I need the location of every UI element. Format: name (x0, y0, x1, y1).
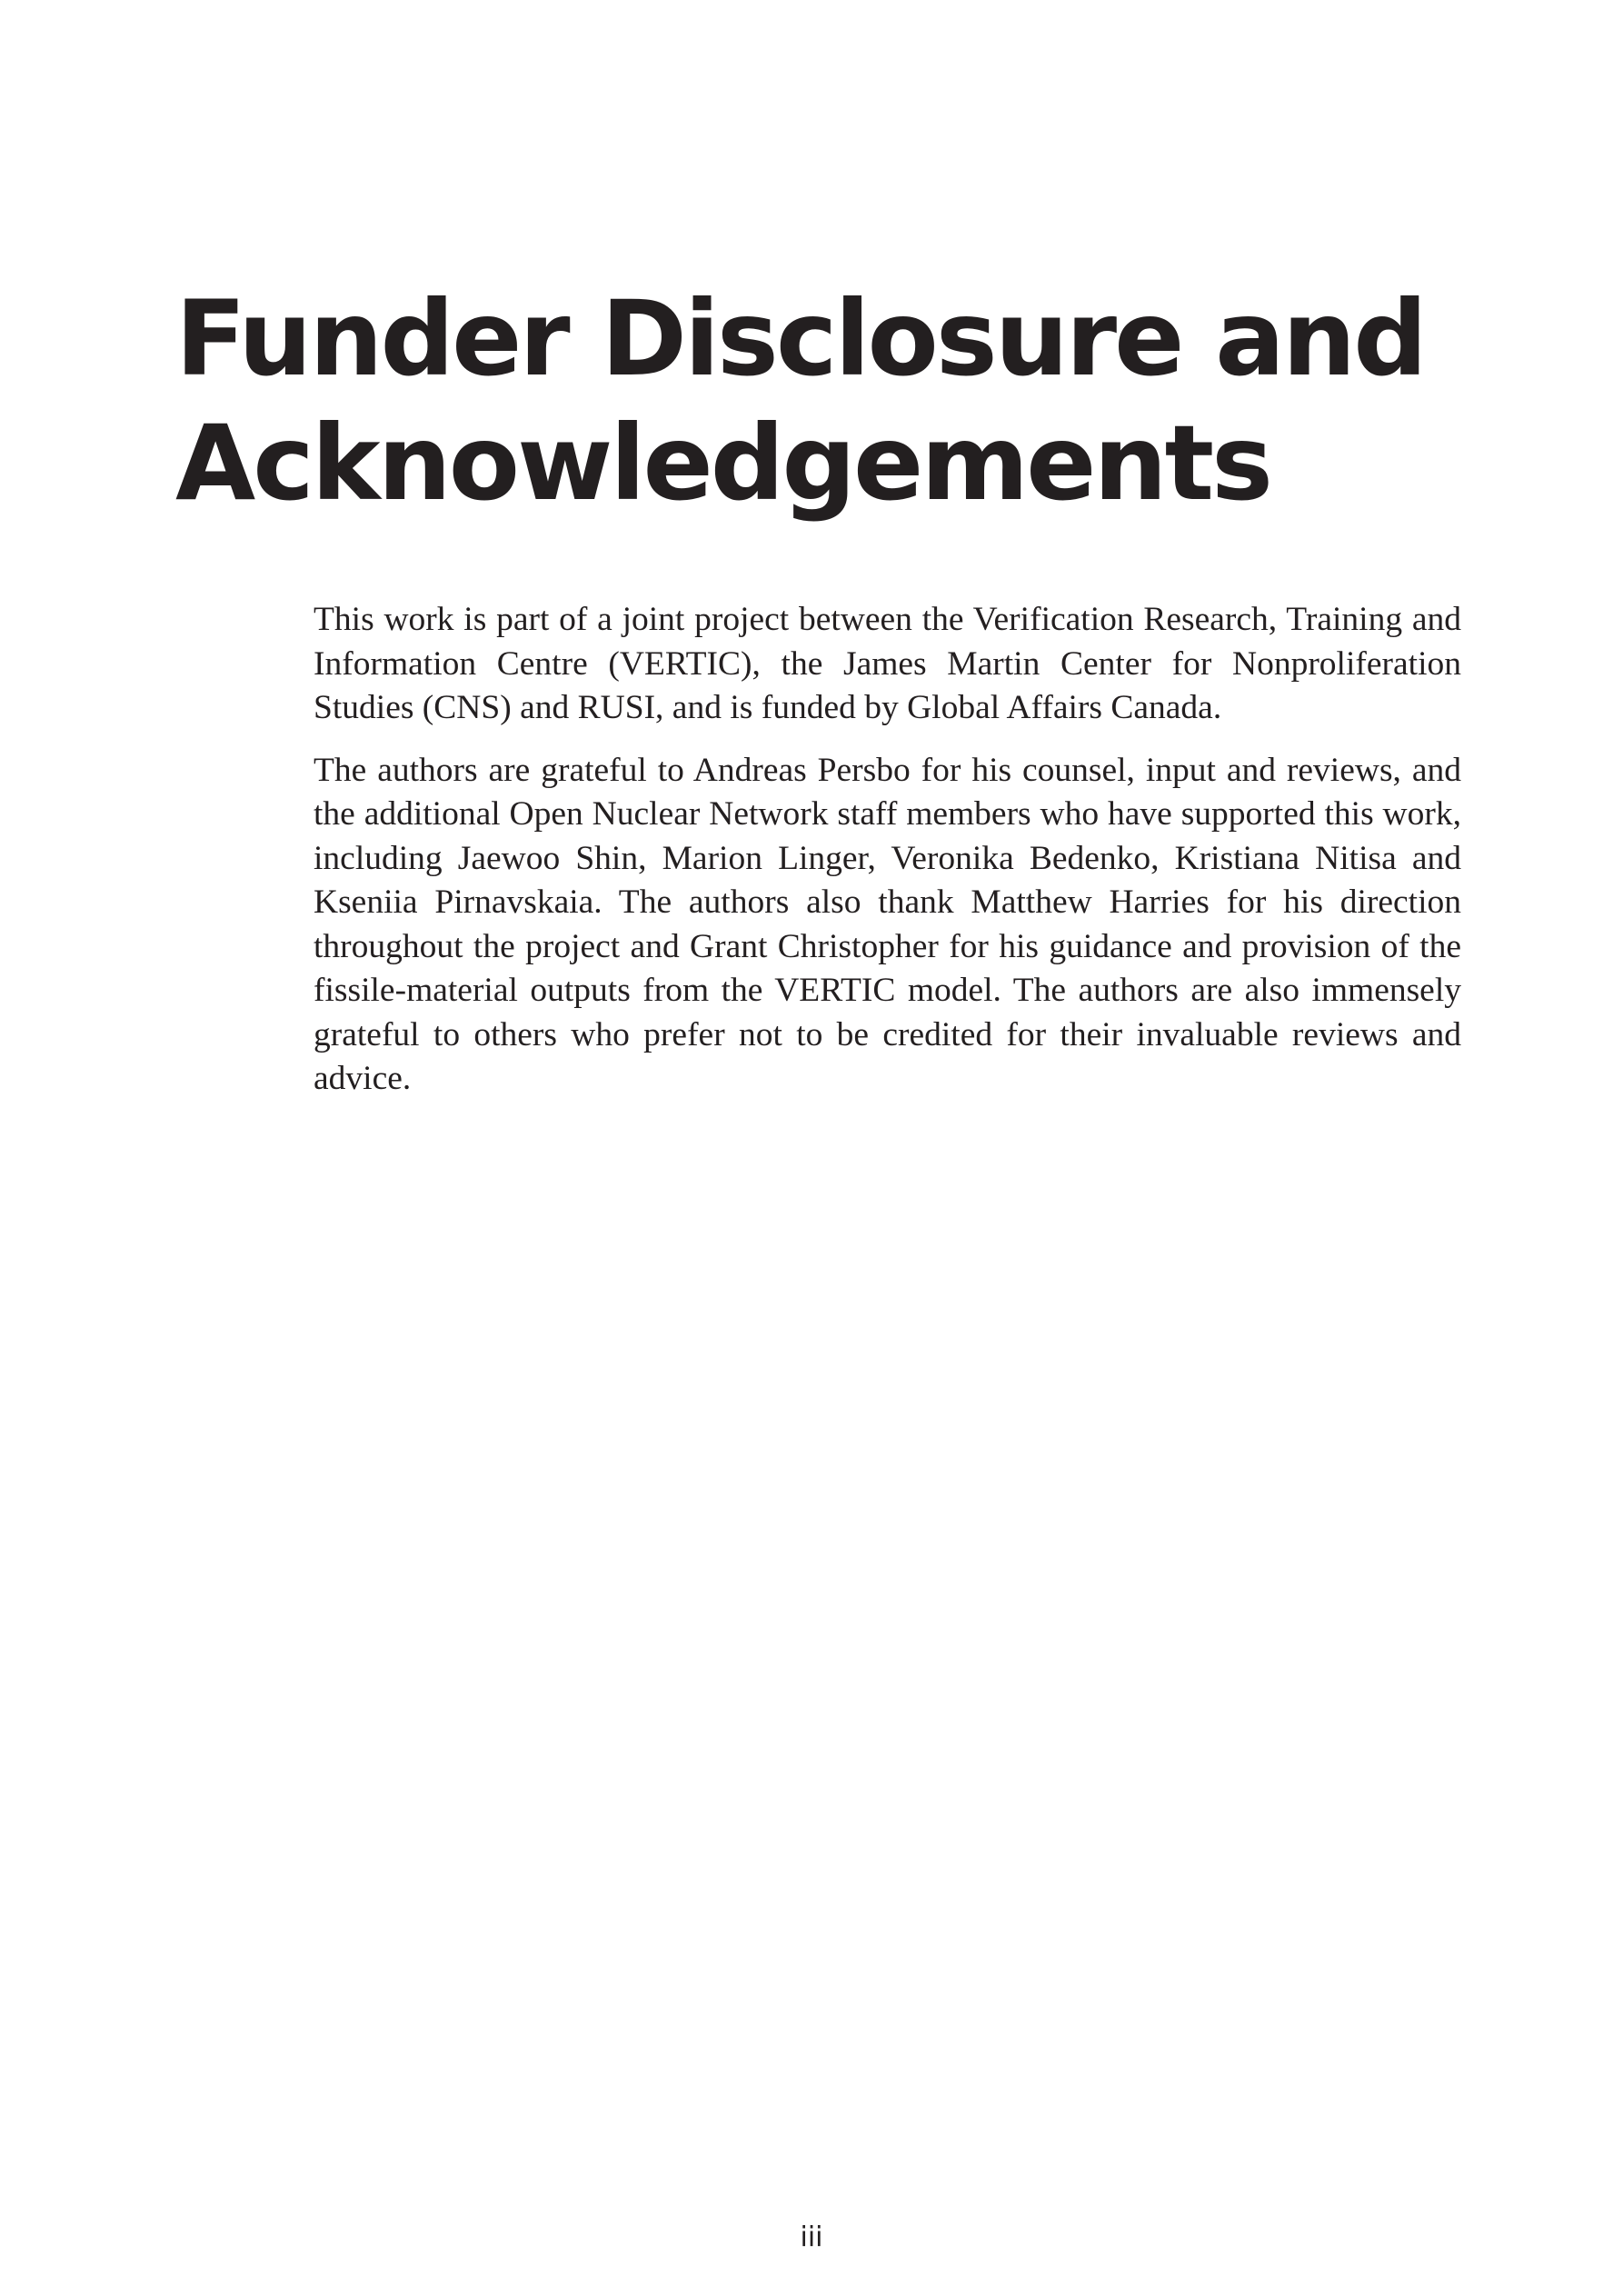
body-text (314, 598, 1461, 1120)
page-title-line-2: Acknowledgements (175, 403, 1270, 524)
paragraph-funding: This work is part of a joint project between the Verification Research, Training and Information Centre (VERTIC), the James Martin Center for Nonproliferation Studies (CNS) and RUSI, and is funded by Global Affairs Canada. (314, 601, 1461, 726)
page-title-line-1: Funder Disclosure and (175, 278, 1425, 399)
page-title (175, 276, 1448, 525)
paragraph-acknowledgements: The authors are grateful to Andreas Persbo for his counsel, input and reviews, and the additional Open Nuclear Network staff members who have supported this work, including Jaewoo Shin, Marion Linger, Veronika Bedenko, Kristiana Nitisa and Kseniia Pirnavskaia. The authors also thank Matthew Harries for his direction throughout the project and Grant Christopher for his guidance and provision of the fissile-material outputs from the VERTIC model. The authors are also immensely grateful to others who prefer not to be credited for their invaluable reviews and advice. (314, 751, 1461, 1097)
page-number: iii (800, 2221, 823, 2253)
